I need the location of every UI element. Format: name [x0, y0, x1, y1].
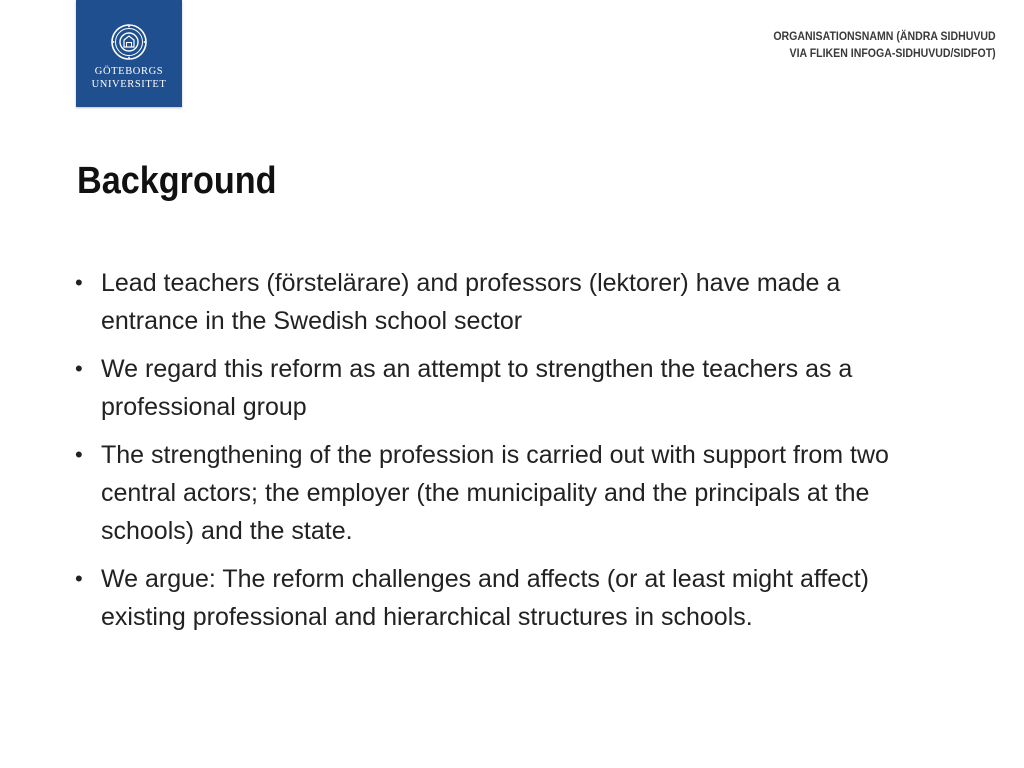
university-seal-icon — [111, 24, 147, 60]
university-logo — [76, 0, 182, 107]
bullet-text: Lead teachers (förstelärare) and professors (lektorer) have made a entrance in the Swedish school sector — [101, 269, 841, 335]
org-header-line-2: VIA FLIKEN INFOGA-SIDHUVUD/SIDFOT) — [789, 46, 996, 60]
bullet-marker: • — [75, 442, 83, 467]
bullet-item — [75, 264, 910, 340]
bullet-text: We regard this reform as an attempt to strengthen the teachers as a professional group — [101, 355, 853, 421]
bullet-text: The strengthening of the profession is carried out with support from two central actors; the employer (the municipality and the principals at the schools) and the state. — [101, 441, 889, 545]
org-header-line-1: ORGANISATIONSNAMN (ÄNDRA SIDHUVUD — [773, 29, 996, 43]
bullet-item — [75, 436, 910, 550]
logo-text-line-2: UNIVERSITET — [91, 79, 167, 90]
bullet-item — [75, 350, 910, 426]
slide-title: Background — [77, 160, 277, 202]
logo-text-line-1: GÖTEBORGS — [94, 66, 164, 77]
bullet-item — [75, 560, 910, 636]
bullet-marker: • — [75, 356, 83, 381]
bullet-marker: • — [75, 566, 83, 591]
bullet-list — [75, 264, 910, 646]
bullet-text: We argue: The reform challenges and affects (or at least might affect) existing professional and hierarchical structures in schools. — [101, 565, 869, 631]
organization-header — [774, 28, 996, 62]
bullet-marker: • — [75, 270, 83, 295]
